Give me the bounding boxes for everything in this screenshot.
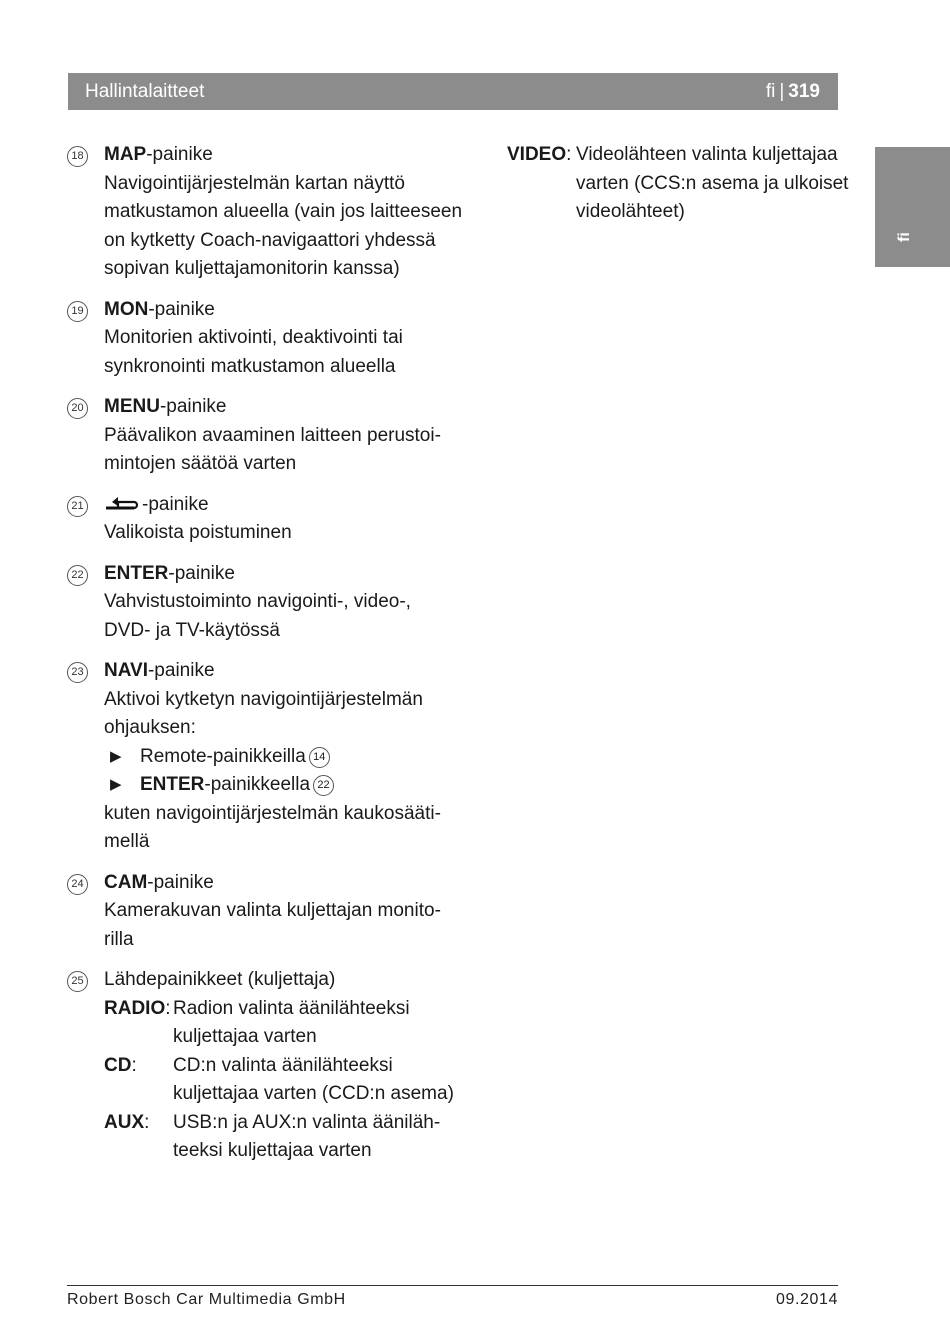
item-line: ohjauksen: [104,717,196,738]
bullet-text: -painikkeella [204,774,311,795]
item-title [104,560,447,589]
item-title: Lähdepainikkeet (kuljettaja) [104,969,336,990]
item-line: Valikoista poistuminen [104,522,292,543]
page-number: 319 [788,80,820,102]
description-line: CD:n valinta äänilähteeksi [173,1054,393,1076]
item-number-badge: 22 [67,565,88,586]
list-item-20 [67,393,447,479]
item-suffix: -painike [148,298,215,320]
source-row-cd [104,1052,454,1109]
bullet-item [104,771,447,800]
description-line: varten (CCS:n asema ja ulkoiset [576,172,849,194]
item-line: mellä [104,831,150,852]
item-suffix: -painike [142,493,209,515]
footer-date: 09.2014 [775,1291,838,1308]
bullet-triangle-icon: ▶ [110,776,122,793]
item-suffix: -painike [146,144,213,165]
item-number-badge: 18 [67,146,88,167]
header-separator: | [779,80,785,102]
item-line: DVD- ja TV-käytössä [104,619,280,641]
side-tab-label: fi [896,232,913,242]
button-key-name: MENU [104,396,160,417]
description-line: kuljettajaa varten (CCD:n asema) [173,1083,454,1104]
description-line: Radion valinta äänilähteeksi [173,997,410,1019]
button-key-name: ENTER [140,774,205,795]
item-line: on kytketty Coach-navigaattori yhdessä [104,229,436,251]
item-suffix: -painike [168,562,235,584]
reference-badge: 22 [313,775,334,796]
source-description [173,1052,454,1109]
source-term: VIDEO: [507,144,572,165]
list-item-22 [67,560,447,646]
item-title [104,657,447,686]
page-footer [67,1291,838,1309]
list-item-18 [67,141,463,284]
list-item-24 [67,869,447,955]
list-item-21 [67,491,447,548]
button-key-name: MAP [104,144,147,165]
item-suffix: -painike [147,871,214,893]
item-suffix: -painike [159,396,227,417]
description-line: kuljettajaa varten [173,1026,317,1047]
footer-company: Robert Bosch Car Multimedia GmbH [67,1291,346,1308]
item-title [104,141,447,170]
button-key-name: ENTER [104,562,169,584]
back-arrow-icon [104,496,142,512]
source-row-video [507,141,849,227]
source-row-aux [104,1109,447,1166]
button-key-name: MON [104,298,149,320]
source-description [173,995,447,1052]
item-line: Päävalikon avaaminen laitteen perustoi- [104,424,441,446]
item-line: Monitorien aktivointi, deaktivointi tai [104,327,403,348]
item-line: Vahvistustoiminto navigointi-, video-, [104,591,411,612]
list-item-25 [67,966,454,1166]
item-line: kuten navigointijärjestelmän kaukosääti- [104,802,441,824]
bullet-item [104,743,447,772]
item-title [104,869,447,898]
item-line: sopivan kuljettajamonitorin kanssa) [104,258,400,279]
item-title [104,393,447,422]
item-title [104,491,447,520]
item-number-badge: 21 [67,496,88,517]
button-key-name: CAM [104,871,148,893]
item-number-badge: 25 [67,971,88,992]
bullet-triangle-icon: ▶ [110,747,122,765]
item-line: Kamerakuvan valinta kuljettajan monito- [104,900,441,921]
item-line: rilla [104,928,134,950]
source-term: RADIO: [104,997,171,1019]
item-number-badge: 24 [67,874,88,895]
list-item-19 [67,296,447,382]
source-row-radio [104,995,447,1052]
item-title [104,296,447,325]
left-column [67,141,463,1178]
description-line: teeksi kuljettajaa varten [173,1140,372,1161]
language-code: fi [765,80,776,102]
item-line: Aktivoi kytketyn navigointijärjestelmän [104,688,423,710]
page-header [68,73,838,110]
description-line: USB:n ja AUX:n valinta ääniläh- [173,1111,441,1133]
page-indicator [766,81,820,103]
source-description [173,1109,447,1166]
source-description [576,141,848,227]
description-line: Videolähteen valinta kuljettajaa [576,144,838,165]
bullet-text: Remote-painikkeilla [140,745,306,767]
source-term: AUX: [104,1111,150,1133]
right-column [507,141,849,227]
footer-divider [67,1285,838,1286]
item-number-badge: 20 [67,398,88,419]
item-suffix: -painike [147,660,215,681]
item-line: Navigointijärjestelmän kartan näyttö [104,172,405,194]
item-number-badge: 23 [67,662,88,683]
list-item-23 [67,657,447,857]
item-line: mintojen säätöä varten [104,453,297,474]
reference-badge: 14 [309,747,330,768]
item-number-badge: 19 [67,301,88,322]
description-line: videolähteet) [576,201,685,222]
language-side-tab [875,147,950,267]
section-title: Hallintalaitteet [85,80,205,102]
source-button-list [104,995,454,1166]
source-term: CD: [104,1054,137,1076]
item-line: matkustamon alueella (vain jos laitteeseen [104,201,463,222]
button-key-name: NAVI [104,660,148,681]
item-line: synkronointi matkustamon alueella [104,355,396,377]
